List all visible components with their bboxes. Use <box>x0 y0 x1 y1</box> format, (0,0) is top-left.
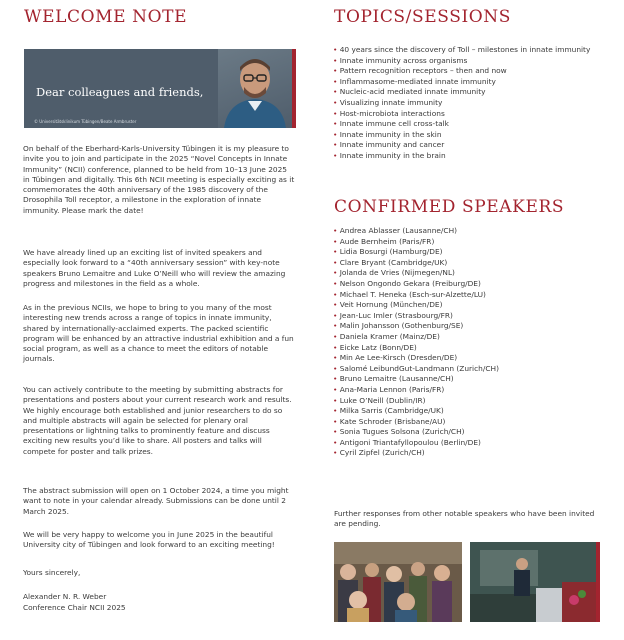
banner-greeting: Dear colleagues and friends, <box>36 85 204 99</box>
topic-item: • Pattern recognition receptors – then and now <box>333 66 590 77</box>
speaker-item: • Daniela Kramer (Mainz/DE) <box>333 332 499 343</box>
signature-name: Alexander N. R. Weber <box>23 592 107 601</box>
speaker-item: • Aude Bernheim (Paris/FR) <box>333 237 499 248</box>
topic-item: • Nucleic-acid mediated innate immunity <box>333 87 590 98</box>
further-responses-note: Further responses from other notable speakers who have been invited are pending. <box>334 509 595 529</box>
topic-item: • Innate immunity in the brain <box>333 151 590 162</box>
speaker-item: • Veit Hornung (München/DE) <box>333 300 499 311</box>
speaker-item: • Malin Johansson (Gothenburg/SE) <box>333 321 499 332</box>
speaker-item: • Eicke Latz (Bonn/DE) <box>333 343 499 354</box>
speaker-item: • Lidia Bosurgi (Hamburg/DE) <box>333 247 499 258</box>
speaker-item: • Clare Bryant (Cambridge/UK) <box>333 258 499 269</box>
topic-item: • Innate immunity across organisms <box>333 56 590 67</box>
topic-item: • Innate immune cell cross-talk <box>333 119 590 130</box>
photo-credit: © Universitätsklinikum Tübingen/Beate Armbruster <box>34 119 137 124</box>
speaker-item: • Kate Schroder (Brisbane/AU) <box>333 417 499 428</box>
welcome-paragraph-2: We have already lined up an exciting list of invited speakers and especially look forward to a “40th anniversary session” with key-note speakers Bruno Lemaitre and Luke O’Neill who will review the amazing progress and milestones in the field as a whole. <box>23 248 286 288</box>
topic-item: • Host-microbiota interactions <box>333 109 590 120</box>
welcome-paragraph-3: As in the previous NCIIs, we hope to bring to you many of the most interesting new trends across a range of topics in innate immunity, shared by internationally-acclaimed experts. The packed scientific program will be enhanced by an attractive industrial exhibition and a fun social program, as well as a chance to meet the editors of notable journals. <box>23 303 294 364</box>
speaker-item: • Jolanda de Vries (Nijmegen/NL) <box>333 268 499 279</box>
welcome-paragraph-6: We will be very happy to welcome you in June 2025 in the beautiful University city of Tübingen and look forward to an exciting meeting! <box>23 530 275 550</box>
topic-item: • 40 years since the discovery of Toll – milestones in innate immunity <box>333 45 590 56</box>
speaker-item: • Antigoni Triantafyllopoulou (Berlin/DE) <box>333 438 499 449</box>
speaker-item: • Ana-Maria Lennon (Paris/FR) <box>333 385 499 396</box>
audience-photo <box>334 542 462 622</box>
topic-item: • Inflammasome-mediated innate immunity <box>333 77 590 88</box>
welcome-heading: WELCOME NOTE <box>24 7 188 27</box>
topics-list <box>333 45 590 162</box>
speakers-heading: CONFIRMED SPEAKERS <box>334 197 565 217</box>
speaker-item: • Andrea Ablasser (Lausanne/CH) <box>333 226 499 237</box>
lecture-hall-photo <box>470 542 596 622</box>
speaker-item: • Luke O’Neill (Dublin/IR) <box>333 396 499 407</box>
speaker-item: • Sonia Tugues Solsona (Zurich/CH) <box>333 427 499 438</box>
topic-item: • Innate immunity in the skin <box>333 130 590 141</box>
signature-role: Conference Chair NCII 2025 <box>23 603 126 612</box>
photo-accent-bar <box>596 542 600 622</box>
speaker-item: • Jean-Luc Imler (Strasbourg/FR) <box>333 311 499 322</box>
welcome-paragraph-5: The abstract submission will open on 1 October 2024, a time you might want to note in your calendar already. Submissions can be done until 2 March 2025. <box>23 486 289 516</box>
topic-item: • Innate immunity and cancer <box>333 140 590 151</box>
closing-line: Yours sincerely, <box>23 568 81 577</box>
chair-portrait <box>218 49 292 128</box>
speaker-item: • Salomé LeibundGut-Landmann (Zurich/CH) <box>333 364 499 375</box>
topic-item: • Visualizing innate immunity <box>333 98 590 109</box>
welcome-banner <box>24 49 292 128</box>
welcome-paragraph-4: You can actively contribute to the meeting by submitting abstracts for presentations and posters about your current research work and results. We highly encourage both established and junior researchers to do so and multiple abstracts will again be selected for plenary oral presentations or lightning talks to prominently feature and discuss exciting new results you’d like to share. All posters and talks will compete for poster and talk prizes. <box>23 385 292 456</box>
speaker-item: • Michael T. Heneka (Esch-sur-Alzette/LU) <box>333 290 499 301</box>
speaker-item: • Milka Sarris (Cambridge/UK) <box>333 406 499 417</box>
speakers-list <box>333 226 499 459</box>
speaker-item: • Nelson Ongondo Gekara (Freiburg/DE) <box>333 279 499 290</box>
welcome-paragraph-1: On behalf of the Eberhard-Karls-University Tübingen it is my pleasure to invite you to join and participate in the 2025 “Novel Concepts in Innate Immunity” (NCII) conference, planned to be held from 10–13 June 2025 in Tübingen and digitally. This 6th NCII meeting is especially exciting as it commemorates the 40th anniversary of the 1985 discovery of the Drosophila Toll receptor, a milestone in the exploration of innate immunity. Please mark the date! <box>23 144 295 215</box>
topics-heading: TOPICS/SESSIONS <box>334 7 512 27</box>
speaker-item: • Cyril Zipfel (Zurich/CH) <box>333 448 499 459</box>
banner-accent-bar <box>292 49 296 128</box>
speaker-item: • Bruno Lemaitre (Lausanne/CH) <box>333 374 499 385</box>
speaker-item: • Min Ae Lee-Kirsch (Dresden/DE) <box>333 353 499 364</box>
